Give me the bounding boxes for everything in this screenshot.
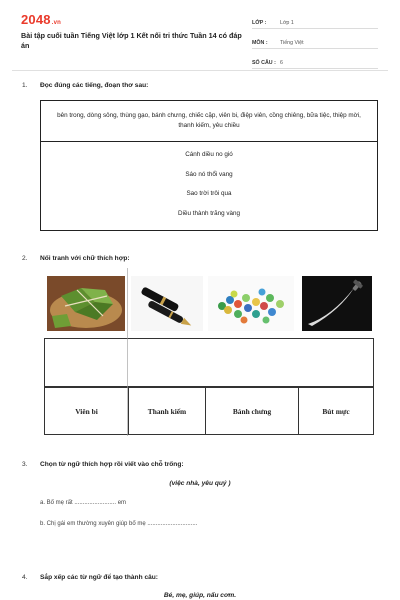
question-number: 3. — [22, 461, 28, 468]
meta-row-subject — [252, 34, 378, 49]
question-prompt: Đọc đúng các tiếng, đoạn thơ sau: — [40, 82, 149, 89]
label-text: Bút mực — [322, 406, 350, 416]
meta-label: MÔN : — [252, 40, 268, 46]
header-divider — [12, 70, 388, 71]
label-cell[interactable] — [44, 387, 129, 435]
poem-line: Sáo nó thổi vang — [185, 170, 233, 178]
scrambled-words: Bé, mẹ, giúp, nấu cơm. — [163, 592, 237, 599]
label-cell[interactable] — [128, 387, 206, 435]
label-cell[interactable] — [205, 387, 299, 435]
meta-label: SỐ CÂU : — [252, 60, 276, 66]
question-number: 1. — [22, 82, 28, 89]
fill-blank-line[interactable]: b. Chị gái em thường xuyên giúp bố mẹ .............................. — [40, 521, 198, 527]
question-number: 2. — [22, 255, 28, 262]
label-cell[interactable] — [298, 387, 374, 435]
site-logo[interactable] — [21, 12, 61, 27]
word-hint: (việc nhà, yêu quý ) — [169, 480, 231, 487]
document-title: Bài tập cuối tuần Tiếng Việt lớp 1 Kết nối tri thức Tuần 14 có đáp án — [21, 31, 242, 50]
label-text: Thanh kiếm — [147, 406, 187, 416]
scan-fold-line — [127, 268, 128, 436]
marbles-image — [208, 276, 294, 331]
meta-value: 6 — [280, 60, 283, 66]
fountain-pen-image — [131, 276, 203, 331]
meta-value: Tiếng Việt — [280, 40, 304, 46]
meta-label: LỚP : — [252, 20, 267, 26]
question-prompt: Chọn từ ngữ thích hợp rồi viết vào chỗ trống: — [40, 461, 184, 468]
sword-image — [302, 276, 372, 331]
poem-line: Sao trời trôi qua — [186, 190, 232, 197]
word-list: bên trong, dòng sông, thùng gạo, bánh chưng, chiếc cặp, viên bi, điệp viên, cồng chiêng, bữa tiệc, thiệp mời, thanh kiếm, yêu chiều — [41, 101, 377, 142]
matching-space — [44, 338, 374, 387]
logo-tld: .vn — [51, 20, 62, 26]
question-prompt: Sắp xếp các từ ngữ để tạo thành câu: — [40, 574, 159, 581]
banh-chung-image — [47, 276, 125, 331]
logo-text: 2048 — [21, 12, 51, 27]
meta-row-class — [252, 14, 378, 29]
poem-line: Diều thành trăng vàng — [178, 209, 240, 217]
reading-box — [40, 100, 378, 231]
meta-value: Lớp 1 — [280, 20, 294, 26]
fill-blank-line[interactable]: a. Bố mẹ rất ......................... em — [40, 500, 127, 506]
meta-row-question-count — [252, 54, 378, 69]
poem-line: Cánh diều no gió — [185, 151, 233, 158]
question-number: 4. — [22, 574, 28, 581]
poem — [41, 145, 377, 223]
label-text: Viên bi — [75, 406, 98, 416]
meta-panel — [252, 14, 378, 74]
question-prompt: Nối tranh với chữ thích hợp: — [40, 255, 130, 262]
label-text: Bánh chưng — [232, 406, 272, 416]
matching-grid — [44, 338, 374, 436]
